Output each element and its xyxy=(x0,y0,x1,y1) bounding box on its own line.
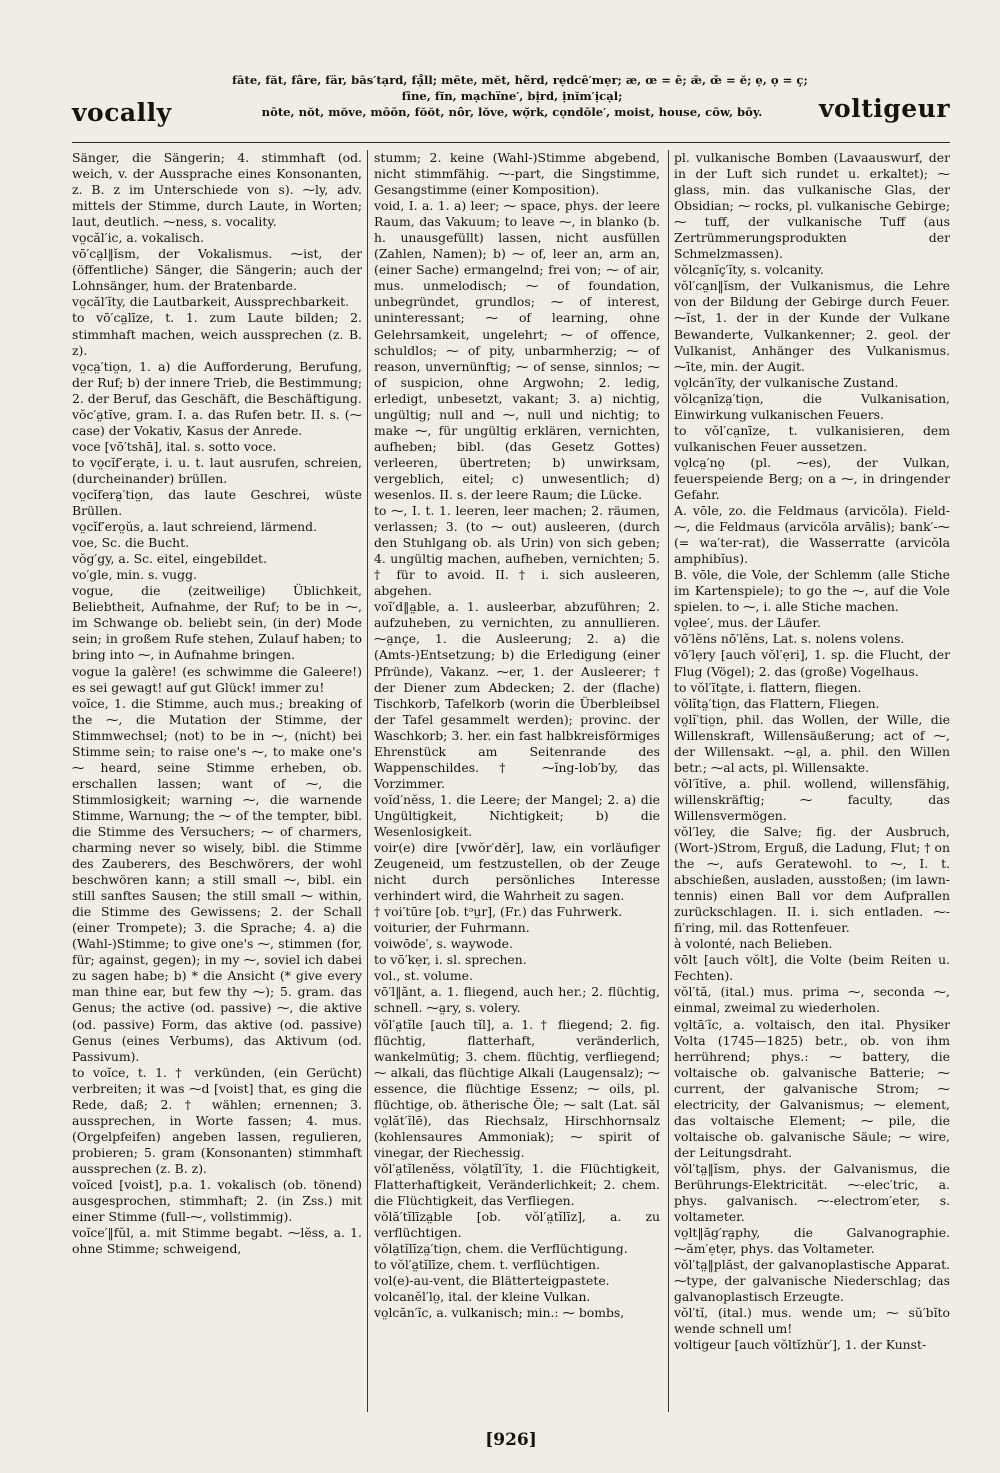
pronunciation-key xyxy=(232,72,808,120)
dictionary-entry: vōlt [auch vŏlt], die Volte (beim Reiten u. Fechten). xyxy=(674,952,950,984)
dictionary-entry: vol., st. volume. xyxy=(374,968,473,984)
dictionary-entry: vŏg′gy, a. Sc. eitel, eingebildet. xyxy=(72,551,267,567)
dictionary-entry: vo̤lt‖ăg′ra̤phy, die Galvanographie. ⁓ăm′ẹtẹr, phys. das Voltameter. xyxy=(674,1225,950,1257)
dictionary-entry: stumm; 2. keine (Wahl-)Stimme abgebend, nicht stimmfähig. ⁓-part, die Singstimme, Gesangstimme (einer Komposition). xyxy=(374,150,660,198)
column-divider xyxy=(668,150,669,1412)
dictionary-entry: vo̤lcăn′ĭc, a. vulkanisch; min.: ⁓ bombs, xyxy=(374,1305,625,1321)
dictionary-entry: vŏl′ta̤‖plăst, der galvanoplastische Apparat. ⁓type, der galvanische Niederschlag; das galvanoplastisch Erzeugte. xyxy=(674,1257,950,1305)
dictionary-entry: to vō′ca̤līze, t. 1. zum Laute bilden; 2. stimmhaft machen, weich aussprechen (z. B. z). xyxy=(72,310,362,358)
header-rule xyxy=(72,142,950,143)
dictionary-entry: voce [vō′tshā], ital. s. sotto voce. xyxy=(72,438,277,454)
dictionary-entry: vŏl′tĭ, (ital.) mus. wende um; ⁓ sŭ′bĭto wende schnell um! xyxy=(674,1305,950,1337)
dictionary-entry: † voi′tūre [ob. tᵊṳr], (Fr.) das Fuhrwerk. xyxy=(374,904,623,920)
dictionary-entry: A. vōle, zo. die Feldmaus (arvicŏla). Field-⁓, die Feldmaus (arvicŏla arvālis); bank′-⁓ (= wa′ter-rat), die Wasserratte (arvicŏla amphibĭus). xyxy=(674,503,950,567)
dictionary-entry: voiwōde′, s. waywode. xyxy=(374,936,513,952)
dictionary-entry: vogue la galère! (es schwimme die Galeere!) es sei gewagt! auf gut Glück! immer zu! xyxy=(72,663,362,695)
dictionary-entry: to vŏl′a̤tĭlīze, chem. t. verflüchtigen. xyxy=(374,1257,600,1273)
entry-columns xyxy=(72,150,950,1412)
dictionary-entry: to vo̤cĭf′era̤te, i. u. t. laut ausrufen, schreien, (durcheinander) brüllen. xyxy=(72,454,362,486)
dictionary-page xyxy=(72,70,950,1450)
dictionary-entry: voĭ′d‖a̤ble, a. 1. ausleerbar, abzuführen; 2. aufzuheben, zu vernichten, zu annullieren. ⁓a̤nçe, 1. die Ausleerung; 2. a) die (Amts-)Entsetzung; b) die Erledigung (einer Pfründe), Vakanz. ⁓er, 1. der Ausleerer; † der Diener zum Abdecken; 2. der (flache) Tischkorb, Tafelkorb (worin die Überbleibsel der Tafel gesammelt werden); provinc. der Waschkorb; 3. her. ein fast halbkreisförmiges Ehrenstück am Seitenrande des Wappenschildes. † ⁓ĭng-lob′by, das Vorzimmer. xyxy=(374,599,660,791)
dictionary-entry: vo̤cĭf′ero̤ŭs, a. laut schreiend, lärmend. xyxy=(72,519,318,535)
page-header xyxy=(72,70,950,138)
dictionary-entry: voltigeur [auch vŏltĭzhŭr′], 1. der Kunst- xyxy=(674,1337,927,1353)
dictionary-entry: vō′lĕns nō′lĕns, Lat. s. nolens volens. xyxy=(674,631,905,647)
dictionary-entry: voĭd′nĕss, 1. die Leere; der Mangel; 2. a) die Ungültigkeit, Nichtigkeit; b) die Wesenlosigkeit. xyxy=(374,791,660,839)
dictionary-entry: vo̤ltā′ĭc, a. voltaisch, den ital. Physiker Volta (1745—1825) betr., ob. von ihm herrührend; phys.: ⁓ battery, die voltaische ob. galvanische Batterie; ⁓ current, der galvanische Strom; ⁓ electricity, der Galvanismus; ⁓ element, das voltaische Element; ⁓ pile, die voltaische ob. galvanische Säule; ⁓ wire, der Leitungsdraht. xyxy=(674,1016,950,1160)
dictionary-entry: vŏl′ta̤‖ĭsm, phys. der Galvanismus, die Berührungs-Elektricität. ⁓-elec′tric, a. phys. galvanisch. ⁓-electrom′eter, s. voltameter. xyxy=(674,1160,950,1225)
dictionary-entry: vo′gle, min. s. vugg. xyxy=(72,567,197,583)
dictionary-entry: to vŏl′ca̤nīze, t. vulkanisieren, dem vulkanischen Feuer aussetzen. xyxy=(674,422,950,454)
dictionary-entry: B. vōle, die Vole, der Schlemm (alle Stiche im Kartenspiele); to go the ⁓, auf die Vole spielen. to ⁓, i. alle Stiche machen. xyxy=(674,567,950,615)
page-number: [926] xyxy=(485,1430,537,1450)
dictionary-entry: à volonté, nach Belieben. xyxy=(674,936,833,952)
dictionary-entry: voĭce′‖fŭl, a. mit Stimme begabt. ⁓lĕss, a. 1. ohne Stimme; schweigend, xyxy=(72,1225,362,1257)
dictionary-entry: vŏl′a̤tĭlenĕss, vŏla̤tĭl′ĭty, 1. die Flüchtigkeit, Flatterhaftigkeit, Veränderlichkeit; 2. chem. die Flüchtigkeit, das Verfliegen. xyxy=(374,1160,660,1209)
dictionary-entry: voiturier, der Fuhrmann. xyxy=(374,920,530,936)
pronunciation-key-line: fāte, făt, fâre, fär, bās′tạrd, fạ̊ll; mēte, mĕt, hẽrd, rẹdcē′mẹr; æ, œ = ē; ǣ, œ̄ = ĕ; ẹ, ọ = ç; xyxy=(232,73,808,87)
dictionary-entry: vŏc′a̤tĭve, gram. I. a. das Rufen betr. II. s. (⁓ case) der Vokativ, Kasus der Anrede. xyxy=(72,406,362,438)
dictionary-entry: voe, Sc. die Bucht. xyxy=(72,535,190,551)
dictionary-entry: vŏl′ĭtĭve, a. phil. wollend, willensfähig, willenskräftig; ⁓ faculty, das Willensvermögen. xyxy=(674,775,950,823)
dictionary-entry: vŏl′a̤tĭle [auch tĭl], a. 1. † fliegend; 2. fig. flüchtig, flatterhaft, veränderlich, wankelmütig; 3. chem. flüchtig, verfliegend; ⁓ alkali, das flüchtige Alkali (Laugensalz); ⁓ essence, die flüchtige Essenz; ⁓ oils, pl. flüchtige, ob. ätherische Öle; ⁓ salt (Lat. săl vo̤lăt′ĭlē), das Riechsalz, Hirschhornsalz (kohlensaures Ammoniak); ⁓ spirit of vinegar, der Riechessig. xyxy=(374,1016,660,1160)
dictionary-entry: to ⁓, I. t. 1. leeren, leer machen; 2. räumen, verlassen; 3. (to ⁓ out) ausleeren, (durch den Stuhlgang ob. als Urin) von sich geben; 4. ungültig machen, aufheben, vernichten; 5. † für to avoid. II. † i. sich ausleeren, abgehen. xyxy=(374,503,660,599)
dictionary-entry: vō′l‖ănt, a. 1. fliegend, auch her.; 2. flüchtig, schnell. ⁓a̤ry, s. volery. xyxy=(374,984,660,1016)
column-3 xyxy=(674,150,950,1412)
dictionary-entry: vŏlca̤nīza̤′tio̤n, die Vulkanisation, Einwirkung vulkanischen Feuers. xyxy=(674,390,950,422)
dictionary-entry: vŏla̤tĭlīza̤′tio̤n, chem. die Verflüchtigung. xyxy=(374,1241,628,1257)
dictionary-entry: vŏlă′tĭlīza̤ble [ob. vŏl′a̤tĭlīz], a. zu verflüchtigen. xyxy=(374,1209,660,1241)
pronunciation-key-line: fīne, fĭn, mạchïne′, bịrd, ịnĭm′ịcạl; xyxy=(401,89,623,103)
pronunciation-key-line: nōte, nŏt, mŏve, mōōn, fŏŏt, nôr, lŏve, wọ̆rk, cọndōle′, moist, house, cōw, bōy. xyxy=(261,105,763,119)
column-1 xyxy=(72,150,362,1412)
dictionary-entry: pl. vulkanische Bomben (Lavaauswurf, der in der Luft sich rundet u. erkaltet); ⁓ glass, min. das vulkanische Glas, der Obsidian; ⁓ rocks, pl. vulkanische Gebirge; ⁓ tuff, der vulkanische Tuff (aus Zertrümmerungsprodukten der Schmelzmassen). xyxy=(674,150,950,262)
column-divider xyxy=(367,150,368,1412)
dictionary-entry: vo̤lcăn′ĭty, der vulkanische Zustand. xyxy=(674,374,899,390)
dictionary-entry: Sänger, die Sängerin; 4. stimmhaft (od. weich, v. der Aussprache eines Konsonanten, z. B. z im Unterschiede von s). ⁓ly, adv. mittels der Stimme, durch Laute, in Worten; laut, deutlich. ⁓ness, s. vocality. xyxy=(72,150,362,230)
dictionary-entry: vogue, die (zeitweilige) Üblichkeit, Beliebtheit, Aufnahme, der Ruf; to be in ⁓, im Schwange ob. beliebt sein, (in der) Mode sein; in großem Rufe stehen, Zulauf haben; to bring into ⁓, in Aufnahme bringen. xyxy=(72,583,362,663)
dictionary-entry: vo̤lca̤′no̤ (pl. ⁓es), der Vulkan, feuerspeiende Berg; on a ⁓, in dringender Gefahr. xyxy=(674,454,950,502)
dictionary-entry: vo̤căl′ic, a. vokalisch. xyxy=(72,230,205,246)
dictionary-entry: vŏl′tă, (ital.) mus. prima ⁓, seconda ⁓, einmal, zweimal zu wiederholen. xyxy=(674,984,950,1016)
dictionary-entry: vol(e)-au-vent, die Blätterteigpastete. xyxy=(374,1273,610,1289)
dictionary-entry: vō′ca̤l‖ĭsm, der Vokalismus. ⁓ist, der (öffentliche) Sänger, die Sängerin; auch der Lohnsänger, hum. der Bratenbarde. xyxy=(72,246,362,294)
dictionary-entry: vo̤ca̤′tio̤n, 1. a) die Aufforderung, Berufung, der Ruf; b) der innere Trieb, die Bestimmung; 2. der Beruf, das Geschäft, die Beschäftigung. xyxy=(72,358,362,406)
left-running-headword: vocally xyxy=(72,98,172,127)
dictionary-entry: voir(e) dire [vwŏr′dĕr], law, ein vorläufiger Zeugeneid, um festzustellen, ob der Zeuge nicht durch persönliches Interesse verhindert wird, die Wahrheit zu sagen. xyxy=(374,840,660,904)
dictionary-entry: vŏlca̤nĭç′ĭty, s. volcanity. xyxy=(674,262,824,278)
dictionary-entry: vo̤căl′ĭty, die Lautbarkeit, Aussprechbarkeit. xyxy=(72,294,350,310)
column-2 xyxy=(374,150,660,1412)
dictionary-entry: volcanĕl′lo̤, ital. der kleine Vulkan. xyxy=(374,1289,591,1305)
dictionary-entry: vo̤cĭfera̤′tio̤n, das laute Geschrei, wüste Brüllen. xyxy=(72,486,362,519)
dictionary-entry: to voĭce, t. 1. † verkünden, (ein Gerücht) verbreiten; it was ⁓d [voist] that, es ging die Rede, daß; 2. † wählen; ernennen; 3. aussprechen, in Worte fassen; 4. mus. (Orgelpfeifen) angeben lassen, regulieren, probieren; 5. gram (Konsonanten) stimmhaft aussprechen (z. B. z). xyxy=(72,1064,362,1176)
dictionary-entry: vŏlĭta̤′tio̤n, das Flattern, Fliegen. xyxy=(674,695,880,711)
dictionary-entry: void, I. a. 1. a) leer; ⁓ space, phys. der leere Raum, das Vakuum; to leave ⁓, in blanko (b. h. unausgefüllt) lassen, nicht ausfüllen (Zahlen, Namen); b) ⁓ of, leer an, arm an, (einer Sache) ermangelnd; frei von; ⁓ of air, mus. unmelodisch; ⁓ of foundation, unbegründet, grundlos; ⁓ of interest, uninteressant; ⁓ of learning, ohne Gelehrsamkeit, ungelehrt; ⁓ of offence, schuldlos; ⁓ of pity, unbarmherzig; ⁓ of reason, unvernünftig; ⁓ of sense, sinnlos; ⁓ of suspicion, ohne Argwohn; 2. ledig, erledigt, unbesetzt, vakant; 3. a) nichtig, ungültig; null and ⁓, null und nichtig; to make ⁓, für ungültig erklären, vernichten, aufheben; bibl. (das Gesetz Gottes) verleeren, übertreten; b) unwirksam, vergeblich, eitel; c) unwesentlich; d) wesenlos. II. s. der leere Raum; die Lücke. xyxy=(374,198,660,502)
dictionary-entry: vo̤lĭ′tio̤n, phil. das Wollen, der Wille, die Willenskraft, Willensäußerung; act of ⁓, der Willensakt. ⁓a̤l, a. phil. den Willen betr.; ⁓al acts, pl. Willensakte. xyxy=(674,711,950,775)
dictionary-entry: vŏl′ley, die Salve; fig. der Ausbruch, (Wort-)Strom, Erguß, die Ladung, Flut; † on the ⁓, aufs Geratewohl. to ⁓, I. t. abschießen, ausladen, ausstoßen; (im lawn-tennis) einen Ball vor dem Aufprallen zurückschlagen. II. i. sich entladen. ⁓-fi′ring, mil. das Rottenfeuer. xyxy=(674,823,950,936)
dictionary-entry: vŏl′ca̤n‖ĭsm, der Vulkanismus, die Lehre von der Bildung der Gebirge durch Feuer. ⁓ĭst, 1. der in der Kunde der Vulkane Bewanderte, Vulkankenner; 2. geol. der Vulkanist, Anhänger des Vulkanismus. ⁓īte, min. der Augit. xyxy=(674,278,950,374)
dictionary-entry: to vō′kẹr, i. sl. sprechen. xyxy=(374,952,527,968)
dictionary-entry: vo̤lee′, mus. der Läufer. xyxy=(674,615,821,631)
dictionary-entry: vō′lẹry [auch vŏl′ẹri], 1. sp. die Flucht, der Flug (Vögel); 2. das (große) Vogelhaus. xyxy=(674,647,950,679)
dictionary-entry: to vŏl′ĭta̤te, i. flattern, fliegen. xyxy=(674,679,862,695)
right-running-headword: voltigeur xyxy=(819,94,950,123)
dictionary-entry: voĭced [voist], p.a. 1. vokalisch (ob. tönend) ausgesprochen, stimmhaft; 2. (in Zss.) mit einer Stimme (full-⁓, vollstimmig). xyxy=(72,1177,362,1225)
dictionary-entry: voĭce, 1. die Stimme, auch mus.; breaking of the ⁓, die Mutation der Stimme, der Stimmwechsel; (not) to be in ⁓, (nicht) bei Stimme sein; to raise one's ⁓, to make one's ⁓ heard, seine Stimme erheben, ob. erschallen lassen; want of ⁓, die Stimmlosigkeit; warning ⁓, die warnende Stimme, Warnung; the ⁓ of the tempter, bibl. die Stimme des Versuchers; ⁓ of charmers, charming never so wisely, bibl. die Stimme des Zauberers, des Beschwörers, der wohl beschwören kann; a still small ⁓, bibl. ein still sanftes Sausen; the still small ⁓ within, die Stimme des Gewissens; 2. der Schall (einer Trompete); 3. die Sprache; 4. a) die (Wahl-)Stimme; to give one's ⁓, stimmen (for, für; against, gegen); in my ⁓, soviel ich dabei zu sagen habe; b) * die Ansicht (* give every man thine ear, but few thy ⁓); 5. gram. das Genus; the active (od. passive) ⁓, die aktive (od. passive) Form, das aktive (od. passive) Genus (eines Verbums), das Aktivum (od. Passivum). xyxy=(72,695,362,1064)
